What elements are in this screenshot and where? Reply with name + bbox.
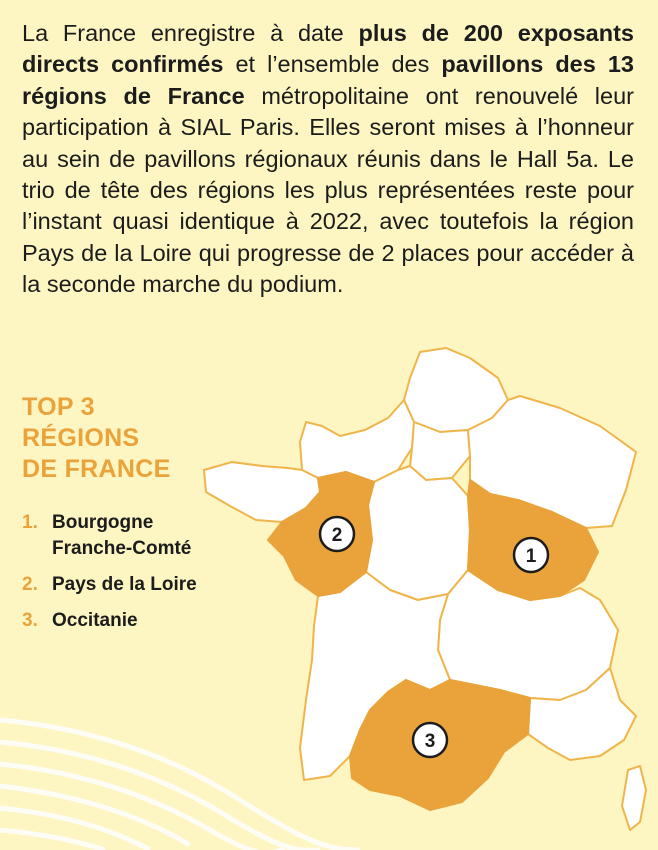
- top3-title: [22, 392, 222, 485]
- top3-ranking-list: [22, 510, 197, 644]
- top3-title-line-3: DE FRANCE: [22, 455, 171, 483]
- rank-marker-3: [413, 723, 447, 757]
- ranking-name-2: Pays de la Loire: [52, 574, 197, 595]
- ranking-number-2: 2.: [22, 574, 38, 595]
- ranking-name-3: Occitanie: [52, 610, 138, 631]
- region-corse: [622, 766, 646, 830]
- intro-bold-exposants: plus de 200 exposants directs confirmés: [22, 20, 634, 78]
- rank-marker-1-label: 1: [525, 546, 537, 567]
- region-centre-val-de-loire: [366, 466, 470, 600]
- rank-marker-2: [320, 517, 354, 551]
- rank-marker-1: [514, 538, 548, 572]
- rank-marker-2-label: 2: [331, 525, 343, 546]
- ranking-item-2: [22, 572, 197, 598]
- intro-text-1: La France enregistre à date: [22, 20, 359, 46]
- intro-text-3: métropolitaine ont renouvelé leur participation à SIAL Paris. Elles seront mises à l’honneur au sein de pavillons régionaux réunis dans le Hall 5a. Le trio de tête des régions les plus représentées reste pour l’instant quasi identique à 2022, avec toutefois la région Pays de la Loire qui progresse de 2 places pour accéder à la seconde marche du podium.: [22, 82, 634, 298]
- rank-marker-3-label: 3: [424, 731, 436, 752]
- ranking-number-1: 1.: [22, 512, 38, 533]
- ranking-name-1: Bourgogne Franche-Comté: [52, 512, 192, 559]
- top3-title-line-2: RÉGIONS: [22, 424, 140, 452]
- intro-bold-pavillons: pavillons des 13 régions de France: [22, 51, 634, 109]
- ranking-number-3: 3.: [22, 610, 38, 631]
- intro-text-2: et l’ensemble des: [223, 51, 442, 78]
- ranking-item-1: [22, 510, 197, 562]
- ranking-item-3: [22, 608, 197, 634]
- top3-title-line-1: TOP 3: [22, 393, 95, 421]
